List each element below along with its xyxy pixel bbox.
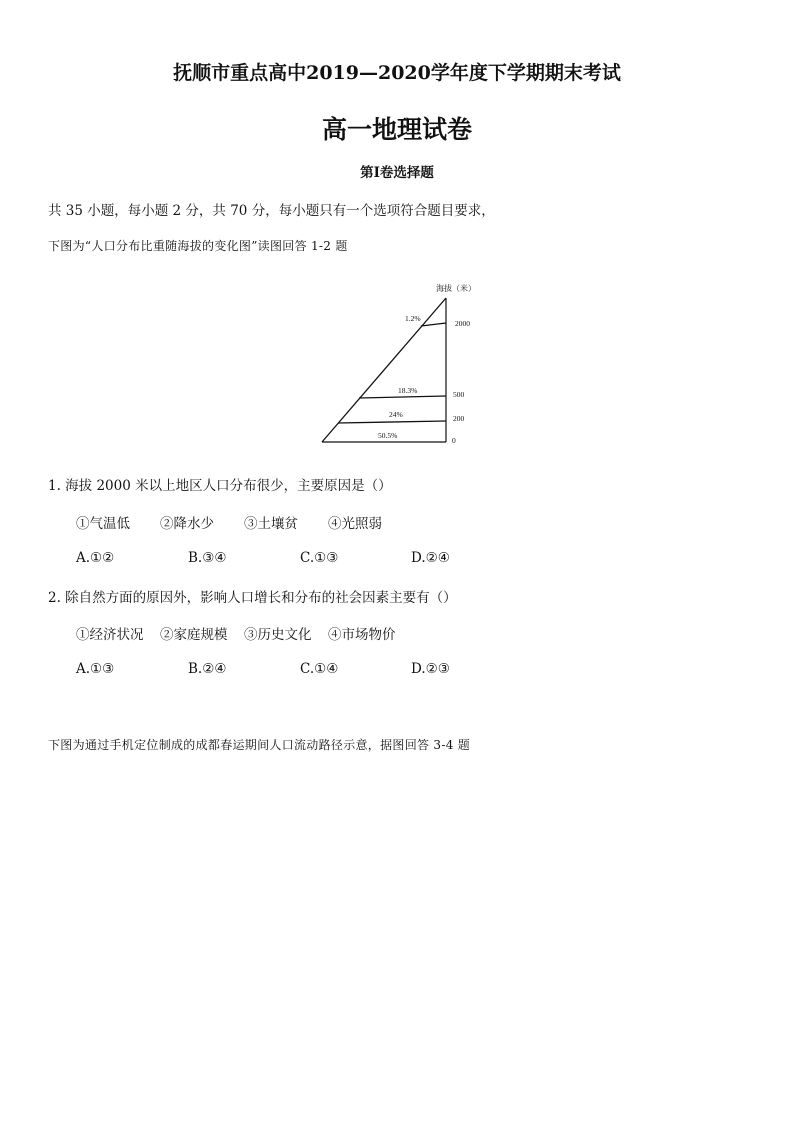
question-2-stem: 2. 除自然方面的原因外，影响人口增长和分布的社会因素主要有（） bbox=[48, 590, 457, 606]
tick-label: 2000 bbox=[455, 319, 470, 328]
q1-item: ④光照弱 bbox=[328, 516, 382, 532]
q1-choice-a[interactable]: A.①② bbox=[76, 550, 115, 566]
band-line-200 bbox=[338, 421, 446, 423]
population-altitude-diagram bbox=[310, 275, 500, 450]
instructions-text: 共 35 小题，每小题 2 分，共 70 分，每小题只有一个选项符合题目要求， bbox=[48, 203, 495, 219]
q2-item: ②家庭规模 bbox=[160, 627, 228, 643]
section-title: 第I卷选择题 bbox=[360, 165, 434, 181]
percent-label: 18.3% bbox=[398, 386, 418, 395]
q2-choice-b[interactable]: B.②④ bbox=[188, 661, 227, 677]
q2-choice-a[interactable]: A.①③ bbox=[76, 661, 115, 677]
percent-label: 50.5% bbox=[378, 431, 398, 440]
exam-subject-title: 高一地理试卷 bbox=[321, 115, 472, 144]
q1-item: ②降水少 bbox=[160, 516, 214, 532]
q1-choice-c[interactable]: C.①③ bbox=[300, 550, 339, 566]
figure1-caption: 下图为“人口分布比重随海拔的变化图”读图回答 1-2 题 bbox=[48, 239, 348, 253]
percent-label: 24% bbox=[389, 410, 403, 419]
q2-choice-d[interactable]: D.②③ bbox=[411, 661, 450, 677]
q1-item: ①气温低 bbox=[76, 516, 130, 532]
question-1-stem: 1. 海拔 2000 米以上地区人口分布很少，主要原因是（） bbox=[48, 478, 392, 494]
q2-choice-c[interactable]: C.①④ bbox=[300, 661, 339, 677]
exam-school-title: 抚顺市重点高中2019—2020学年度下学期期末考试 bbox=[173, 62, 621, 84]
q2-item: ④市场物价 bbox=[328, 627, 396, 643]
q1-item: ③土壤贫 bbox=[244, 516, 298, 532]
triangle-slope bbox=[322, 298, 446, 442]
band-line-500 bbox=[359, 396, 446, 398]
q2-item: ①经济状况 bbox=[76, 627, 144, 643]
q2-item: ③历史文化 bbox=[244, 627, 312, 643]
figure2-caption: 下图为通过手机定位制成的成都春运期间人口流动路径示意，据图回答 3-4 题 bbox=[48, 738, 471, 752]
tick-label: 500 bbox=[453, 390, 465, 399]
altitude-axis-label: 海拔（米） bbox=[436, 284, 476, 293]
tick-label: 200 bbox=[453, 414, 465, 423]
q1-choice-b[interactable]: B.③④ bbox=[188, 550, 227, 566]
percent-label: 1.2% bbox=[405, 314, 421, 323]
q1-choice-d[interactable]: D.②④ bbox=[411, 550, 450, 566]
tick-label: 0 bbox=[452, 436, 456, 445]
